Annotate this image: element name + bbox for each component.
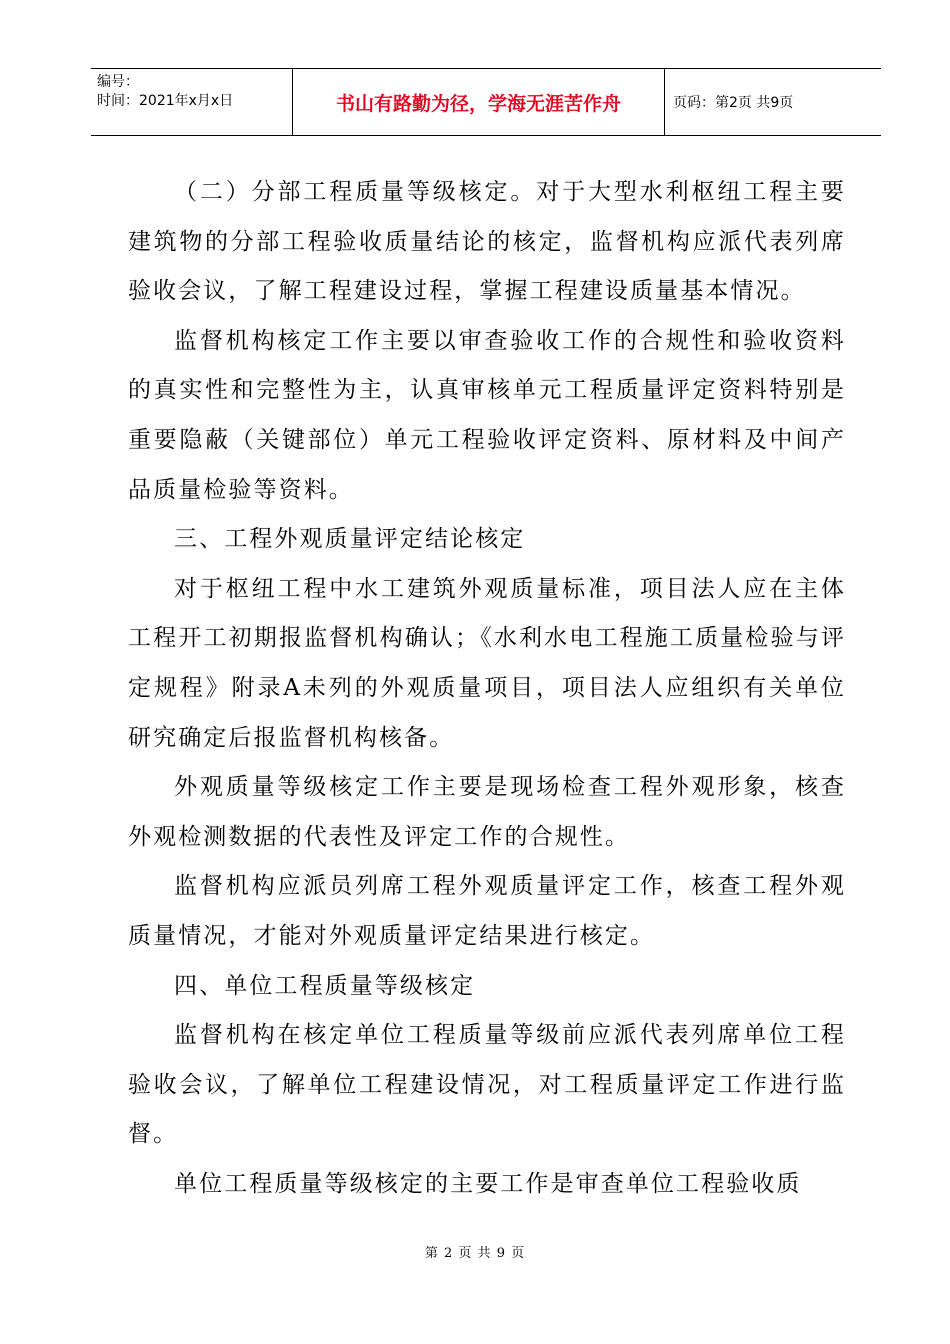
section-heading: 三、工程外观质量评定结论核定 xyxy=(174,526,526,553)
paragraph: 单位工程质量等级核定的主要工作是审查单位工程验收质 xyxy=(174,1170,802,1197)
paragraph: 监督机构应派员列席工程外观质量评定工作，核查工程外观质量情况，才能对外观质量评定结果进行核定。 xyxy=(128,873,846,949)
document-body xyxy=(128,168,846,1209)
paragraph: （二）分部工程质量等级核定。对于大型水利枢纽工程主要建筑物的分部工程验收质量结论的核定，监督机构应派代表列席验收会议，了解工程建设过程，掌握工程建设质量基本情况。 xyxy=(128,179,846,305)
document-time-label: 时间：2021年x月x日 xyxy=(97,93,234,109)
paragraph: 监督机构在核定单位工程质量等级前应派代表列席单位工程验收会议，了解单位工程建设情况，对工程质量评定工作进行监督。 xyxy=(128,1022,846,1148)
page-footer: 第 2 页 共 9 页 xyxy=(424,1246,526,1261)
paragraph: 对于枢纽工程中水工建筑外观质量标准，项目法人应在主体工程开工初期报监督机构确认；《水利水电工程施工质量检验与评定规程》附录A未列的外观质量项目，项目法人应组织有关单位研究确定后报监督机构核备。 xyxy=(128,575,846,751)
paragraph: 监督机构核定工作主要以审查验收工作的合规性和验收资料的真实性和完整性为主，认真审核单元工程质量评定资料特别是重要隐蔽（关键部位）单元工程验收评定资料、原材料及中间产品质量检验等资料。 xyxy=(128,327,846,503)
paragraph: 外观质量等级核定工作主要是现场检查工程外观形象，核查外观检测数据的代表性及评定工作的合规性。 xyxy=(128,774,846,850)
header-info-cell xyxy=(91,69,293,135)
document-number-label: 编号： xyxy=(97,74,139,90)
header-motto: 书山有路勤为径，学海无涯苦作舟 xyxy=(293,69,665,135)
page-header xyxy=(91,68,881,136)
header-page-number: 页码：第2页 共9页 xyxy=(673,95,794,111)
section-heading: 四、单位工程质量等级核定 xyxy=(174,972,476,999)
